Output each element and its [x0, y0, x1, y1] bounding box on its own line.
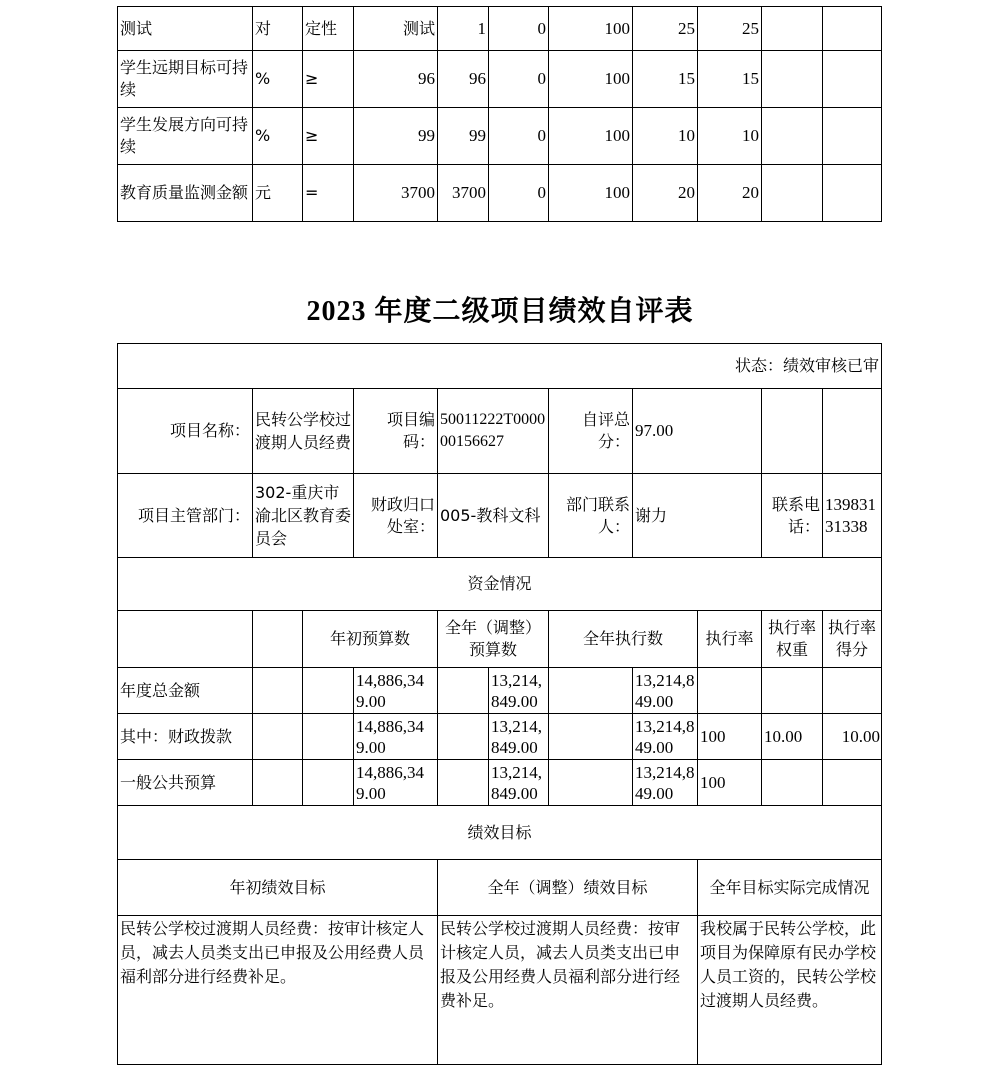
empty-cell	[822, 164, 882, 222]
indicator-rate: 100	[548, 50, 633, 108]
empty-cell	[822, 50, 882, 108]
executed-value: 13,214,849.00	[632, 713, 698, 760]
empty-cell	[437, 759, 489, 806]
exec-rate-value	[697, 667, 762, 714]
empty-cell	[761, 388, 823, 474]
empty-cell	[437, 713, 489, 760]
initial-budget-value: 14,886,349.00	[353, 713, 438, 760]
exec-score-header: 执行率得分	[822, 610, 882, 668]
indicator-rate: 100	[548, 6, 633, 51]
self-score-label: 自评总分：	[548, 388, 633, 474]
indicator-unit: 元	[252, 164, 303, 222]
empty-cell	[761, 164, 823, 222]
indicator-name: 学生发展方向可持续	[117, 107, 253, 165]
empty-cell	[437, 667, 489, 714]
actual-goal-text: 我校属于民转公学校，此项目为保障原有民办学校人员工资的，民转公学校过渡期人员经费。	[697, 915, 882, 1065]
indicator-target: 测试	[353, 6, 438, 51]
exec-score-value	[822, 667, 882, 714]
indicator-rate: 100	[548, 107, 633, 165]
adjusted-goal-text: 民转公学校过渡期人员经费：按审计核定人员，减去人员类支出已申报及公用经费人员福利部分进行经费补足。	[437, 915, 698, 1065]
dept-label: 项目主管部门：	[117, 473, 253, 558]
indicator-nature: ≥	[302, 50, 354, 108]
initial-goal-text: 民转公学校过渡期人员经费：按审计核定人员，减去人员类支出已申报及公用经费人员福利部分进行经费补足。	[117, 915, 438, 1065]
indicator-deviation: 0	[488, 164, 549, 222]
indicator-target: 99	[353, 107, 438, 165]
empty-cell	[252, 610, 303, 668]
adjusted-budget-header: 全年（调整）预算数	[437, 610, 549, 668]
status-label: 状态：绩效审核已审	[117, 343, 882, 389]
indicator-name: 测试	[117, 6, 253, 51]
empty-cell	[822, 6, 882, 51]
empty-cell	[822, 107, 882, 165]
indicator-weight: 25	[632, 6, 698, 51]
indicator-score: 25	[697, 6, 762, 51]
indicator-target: 96	[353, 50, 438, 108]
adjusted-budget-value: 13,214,849.00	[488, 713, 549, 760]
empty-cell	[117, 610, 253, 668]
indicator-score: 20	[697, 164, 762, 222]
indicator-actual: 3700	[437, 164, 489, 222]
project-code-value: 50011222T000000156627	[437, 388, 549, 474]
exec-weight-value: 10.00	[761, 713, 823, 760]
office-label: 财政归口处室：	[353, 473, 438, 558]
indicator-weight: 10	[632, 107, 698, 165]
phone-label: 联系电话：	[761, 473, 823, 558]
empty-cell	[548, 713, 633, 760]
empty-cell	[302, 759, 354, 806]
indicator-actual: 96	[437, 50, 489, 108]
self-score-value: 97.00	[632, 388, 762, 474]
adjusted-budget-value: 13,214,849.00	[488, 759, 549, 806]
empty-cell	[761, 107, 823, 165]
actual-goal-header: 全年目标实际完成情况	[697, 859, 882, 916]
empty-cell	[822, 388, 882, 474]
initial-budget-value: 14,886,349.00	[353, 759, 438, 806]
indicator-score: 15	[697, 50, 762, 108]
empty-cell	[548, 667, 633, 714]
contact-label: 部门联系人：	[548, 473, 633, 558]
empty-cell	[761, 50, 823, 108]
executed-value: 13,214,849.00	[632, 759, 698, 806]
funds-section-title: 资金情况	[117, 557, 882, 611]
funds-row-label: 其中：财政拨款	[117, 713, 253, 760]
indicator-nature: 定性	[302, 6, 354, 51]
indicator-nature: =	[302, 164, 354, 222]
empty-cell	[548, 759, 633, 806]
exec-score-value	[822, 759, 882, 806]
exec-score-value: 10.00	[822, 713, 882, 760]
exec-weight-header: 执行率权重	[761, 610, 823, 668]
indicator-actual: 1	[437, 6, 489, 51]
indicator-unit: %	[252, 50, 303, 108]
exec-weight-value	[761, 667, 823, 714]
office-value: 005-教科文科	[437, 473, 549, 558]
exec-rate-header: 执行率	[697, 610, 762, 668]
indicator-rate: 100	[548, 164, 633, 222]
executed-header: 全年执行数	[548, 610, 698, 668]
goals-section-title: 绩效目标	[117, 805, 882, 860]
initial-budget-value: 14,886,349.00	[353, 667, 438, 714]
initial-goal-header: 年初绩效目标	[117, 859, 438, 916]
initial-budget-header: 年初预算数	[302, 610, 438, 668]
exec-weight-value	[761, 759, 823, 806]
page-title: 2023 年度二级项目绩效自评表	[306, 296, 694, 327]
empty-cell	[252, 759, 303, 806]
adjusted-budget-value: 13,214,849.00	[488, 667, 549, 714]
empty-cell	[252, 713, 303, 760]
indicator-unit: %	[252, 107, 303, 165]
indicator-actual: 99	[437, 107, 489, 165]
funds-row-label: 一般公共预算	[117, 759, 253, 806]
indicator-deviation: 0	[488, 6, 549, 51]
indicator-name: 教育质量监测金额	[117, 164, 253, 222]
indicator-name: 学生远期目标可持续	[117, 50, 253, 108]
empty-cell	[302, 667, 354, 714]
indicator-deviation: 0	[488, 107, 549, 165]
adjusted-goal-header: 全年（调整）绩效目标	[437, 859, 698, 916]
project-code-label: 项目编码：	[353, 388, 438, 474]
empty-cell	[761, 6, 823, 51]
dept-value: 302-重庆市渝北区教育委员会	[252, 473, 354, 558]
phone-value: 13983131338	[822, 473, 882, 558]
indicator-weight: 20	[632, 164, 698, 222]
project-name-label: 项目名称：	[117, 388, 253, 474]
empty-cell	[252, 667, 303, 714]
indicator-unit: 对	[252, 6, 303, 51]
indicator-nature: ≥	[302, 107, 354, 165]
executed-value: 13,214,849.00	[632, 667, 698, 714]
indicator-score: 10	[697, 107, 762, 165]
indicator-weight: 15	[632, 50, 698, 108]
exec-rate-value: 100	[697, 759, 762, 806]
exec-rate-value: 100	[697, 713, 762, 760]
empty-cell	[302, 713, 354, 760]
project-name-value: 民转公学校过渡期人员经费	[252, 388, 354, 474]
contact-value: 谢力	[632, 473, 762, 558]
indicator-deviation: 0	[488, 50, 549, 108]
indicator-target: 3700	[353, 164, 438, 222]
funds-row-label: 年度总金额	[117, 667, 253, 714]
